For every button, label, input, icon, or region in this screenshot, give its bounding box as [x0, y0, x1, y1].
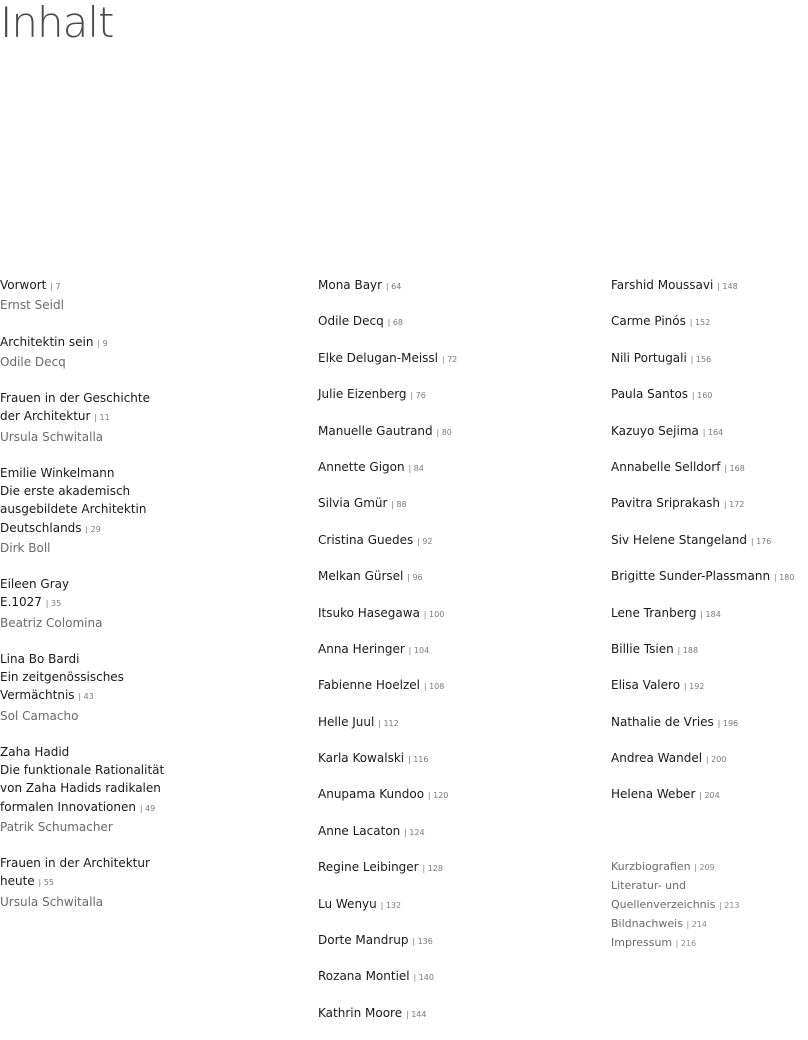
page-number-value: 55 — [43, 878, 54, 888]
page-number — [388, 318, 403, 327]
page-number — [690, 318, 711, 327]
architects-column-2 — [611, 276, 808, 953]
essay-title-line: Die funktionale Rationalität — [0, 763, 165, 778]
page-number — [442, 355, 457, 364]
page-number — [686, 920, 707, 929]
architect-entry — [318, 494, 598, 530]
page-number-value: 72 — [447, 354, 458, 364]
essay-title-line: Architektin sein — [0, 334, 94, 349]
page-number-value: 132 — [385, 900, 402, 910]
separator: | — [694, 863, 697, 873]
page-number-value: 124 — [409, 827, 425, 837]
page-number-value: 64 — [391, 282, 402, 291]
back-matter-entry — [611, 858, 808, 877]
essay-author: Sol Camacho — [0, 708, 79, 723]
page-number — [751, 537, 772, 546]
separator: | — [408, 645, 412, 655]
page-number — [692, 391, 713, 400]
back-matter-line: Impressum — [611, 936, 673, 950]
separator: | — [677, 645, 681, 655]
separator: | — [385, 282, 389, 291]
page-number-value: 188 — [682, 645, 699, 655]
page-number — [39, 878, 54, 887]
architect-name: Farshid Moussavi — [611, 278, 714, 292]
architect-entry — [318, 713, 598, 749]
essay-author: Dirk Boll — [0, 540, 51, 555]
separator: | — [423, 609, 427, 619]
architect-entry — [611, 640, 808, 676]
page-number — [676, 939, 697, 948]
separator: | — [705, 755, 709, 765]
page-number-value: 148 — [722, 282, 738, 291]
separator: | — [407, 755, 411, 765]
separator: | — [724, 463, 727, 473]
essay-entry — [0, 650, 300, 725]
architect-name: Regine Leibinger — [318, 860, 419, 875]
architect-entry — [318, 822, 598, 858]
architect-name: Anna Heringer — [318, 641, 405, 656]
page-number-value: 80 — [441, 427, 452, 437]
page-number-value: 7 — [55, 282, 61, 291]
separator: | — [773, 573, 777, 583]
separator: | — [689, 318, 693, 328]
separator: | — [407, 573, 410, 583]
separator: | — [45, 599, 49, 609]
essay-title-line: Deutschlands — [0, 520, 82, 535]
page-title: Inhalt — [0, 0, 114, 47]
page-number — [410, 391, 425, 400]
page-number-value: 140 — [418, 973, 434, 983]
architect-name: Brigitte Sunder-Plassmann — [611, 569, 771, 584]
page-number — [386, 282, 401, 291]
essay-title-line: der Architektur — [0, 409, 91, 424]
page-number-value: 43 — [83, 692, 94, 702]
essay-title-line: von Zaha Hadids radikalen — [0, 781, 161, 796]
page-number-value: 9 — [102, 338, 108, 348]
page-number — [703, 428, 724, 437]
architect-entry — [318, 967, 598, 1003]
page-number-value: 144 — [411, 1009, 427, 1019]
essay-title-line: Lina Bo Bardi — [0, 651, 80, 666]
separator: | — [699, 791, 702, 801]
architect-entry — [611, 713, 808, 749]
architect-entry — [611, 604, 808, 640]
separator: | — [691, 391, 695, 401]
separator: | — [717, 718, 721, 728]
separator: | — [412, 937, 416, 947]
page-number-value: 180 — [779, 573, 795, 583]
page-number-value: 213 — [724, 900, 740, 910]
page-number-value: 128 — [427, 864, 443, 874]
page-number — [46, 599, 61, 608]
separator: | — [427, 791, 431, 801]
page-number — [407, 573, 422, 582]
separator: | — [702, 427, 706, 437]
architect-entry — [611, 494, 808, 530]
architect-name: Lu Wenyu — [318, 896, 377, 911]
page-number — [97, 339, 107, 348]
architect-entry — [318, 640, 598, 676]
separator: | — [417, 536, 420, 546]
architect-entry — [318, 422, 598, 458]
architect-name: Karla Kowalski — [318, 751, 405, 766]
essay-author: Ursula Schwitalla — [0, 429, 104, 444]
essay-title-line: Vermächtnis — [0, 688, 75, 703]
page-number-value: 176 — [756, 536, 772, 546]
page-number-value: 92 — [422, 536, 433, 546]
essays-column — [0, 276, 300, 929]
separator: | — [436, 427, 440, 437]
architect-entry — [611, 785, 808, 821]
essay-title-line: Vorwort — [0, 278, 47, 292]
essay-title-line: heute — [0, 874, 35, 889]
architect-name: Lene Tranberg — [611, 605, 697, 620]
page-number — [140, 804, 155, 813]
page-number-value: 196 — [722, 718, 739, 728]
separator: | — [675, 939, 679, 949]
separator: | — [378, 718, 381, 728]
architect-entry — [611, 422, 808, 458]
architect-name: Annabelle Selldorf — [611, 459, 721, 474]
page-number-value: 168 — [729, 463, 745, 473]
architect-name: Melkan Gürsel — [318, 569, 404, 584]
architect-entry — [318, 1004, 598, 1040]
architect-name: Siv Helene Stangeland — [611, 532, 747, 547]
architect-name: Helle Juul — [318, 714, 375, 729]
architect-name: Carme Pinós — [611, 314, 686, 329]
architect-name: Julie Eizenberg — [318, 387, 407, 402]
architect-entry — [318, 604, 598, 640]
page-number — [706, 755, 727, 764]
page-number — [424, 682, 445, 691]
page-number — [408, 755, 429, 764]
page-number-value: 192 — [689, 682, 705, 692]
architect-name: Anne Lacaton — [318, 823, 401, 838]
architect-name: Billie Tsien — [611, 641, 674, 656]
essay-title-line: formalen Innovationen — [0, 799, 136, 814]
separator: | — [78, 692, 82, 702]
page-number — [724, 464, 745, 473]
essay-title-line: E.1027 — [0, 595, 42, 610]
architect-entry — [611, 749, 808, 785]
separator: | — [718, 900, 722, 910]
essay-entry — [0, 575, 300, 632]
architects-column-1 — [318, 276, 598, 1040]
page-number-value: 160 — [697, 391, 713, 401]
architect-entry — [318, 567, 598, 603]
page-number — [699, 791, 720, 800]
essay-entry — [0, 333, 300, 371]
page-number — [412, 937, 433, 946]
separator: | — [139, 803, 143, 813]
page-number-value: 84 — [413, 463, 424, 473]
page-number-value: 216 — [680, 939, 697, 949]
back-matter-entry — [611, 877, 808, 914]
separator: | — [50, 282, 53, 291]
essay-title-line: Frauen in der Architektur — [0, 856, 150, 871]
architect-name: Fabienne Hoelzel — [318, 678, 420, 693]
separator: | — [391, 500, 394, 510]
page-number-value: 35 — [51, 599, 62, 609]
separator: | — [380, 900, 384, 910]
page-number-value: 172 — [729, 500, 745, 510]
essay-title-line: Zaha Hadid — [0, 744, 70, 759]
architect-entry — [611, 676, 808, 712]
separator: | — [97, 338, 101, 348]
page-number — [422, 864, 443, 873]
page-number-value: 96 — [412, 573, 423, 583]
architect-name: Helena Weber — [611, 787, 696, 802]
essay-title-line: ausgebildete Architektin — [0, 502, 147, 517]
back-matter — [611, 858, 808, 953]
essay-author: Ernst Seidl — [0, 298, 64, 313]
separator: | — [683, 682, 687, 692]
page-number-value: 209 — [699, 863, 715, 873]
page-number-value: 120 — [433, 791, 449, 801]
separator: | — [750, 536, 754, 546]
architect-entry — [318, 458, 598, 494]
separator: | — [404, 827, 407, 837]
page-number — [391, 500, 406, 509]
page-number — [78, 692, 93, 701]
separator: | — [405, 1009, 409, 1019]
page-number-value: 108 — [429, 682, 445, 692]
architect-name: Paula Santos — [611, 387, 689, 402]
architect-name: Pavitra Sriprakash — [611, 496, 721, 511]
architect-entry — [318, 349, 598, 385]
page-number-value: 100 — [429, 609, 445, 619]
essay-author: Patrik Schumacher — [0, 819, 113, 834]
page-number-value: 116 — [413, 755, 429, 765]
back-matter-line: Quellenverzeichnis — [611, 897, 716, 911]
page-number — [719, 901, 740, 910]
architect-name: Nili Portugali — [611, 350, 687, 365]
essay-entry — [0, 389, 300, 446]
page-number — [436, 428, 451, 437]
page-number-value: 152 — [694, 318, 711, 328]
essay-title-line: Ein zeitgenössisches — [0, 670, 124, 685]
architect-entry — [318, 385, 598, 421]
architect-name: Elisa Valero — [611, 678, 681, 693]
architect-name: Cristina Guedes — [318, 532, 414, 547]
page-number-value: 164 — [707, 427, 724, 437]
essay-title-line: Frauen in der Geschichte — [0, 391, 150, 406]
page-number-value: 112 — [383, 718, 399, 728]
separator: | — [686, 919, 690, 929]
architect-name: Itsuko Hasegawa — [318, 605, 420, 620]
architect-name: Andrea Wandel — [611, 751, 703, 766]
essay-author: Odile Decq — [0, 354, 66, 369]
page-number — [413, 973, 434, 982]
separator: | — [413, 973, 417, 983]
separator: | — [700, 609, 703, 619]
architect-name: Elke Delugan-Meissl — [318, 350, 439, 365]
page-number — [94, 413, 109, 422]
separator: | — [717, 282, 720, 291]
essay-title-line: Eileen Gray — [0, 577, 70, 592]
page-number-value: 136 — [417, 937, 433, 947]
separator: | — [85, 524, 89, 534]
page-number-value: 49 — [145, 803, 156, 813]
page-number-value: 88 — [396, 500, 407, 510]
separator: | — [38, 878, 42, 888]
essay-entry — [0, 464, 300, 557]
separator: | — [422, 864, 426, 874]
page-number — [691, 355, 712, 364]
page-number — [417, 537, 432, 546]
back-matter-line: Bildnachweis — [611, 916, 683, 930]
essay-entry — [0, 743, 300, 836]
separator: | — [423, 682, 427, 692]
essay-title-line: Emilie Winkelmann — [0, 465, 115, 480]
page-number — [381, 901, 402, 910]
page-number-value: 11 — [99, 413, 110, 423]
architect-entry — [318, 785, 598, 821]
page-number — [694, 863, 715, 872]
page-number — [85, 525, 100, 534]
page-number-value: 156 — [695, 354, 712, 364]
architect-name: Anupama Kundoo — [318, 787, 425, 802]
page-number — [406, 1010, 427, 1019]
separator: | — [441, 354, 445, 364]
page-number-value: 204 — [704, 791, 720, 801]
architect-entry — [318, 931, 598, 967]
page-number-value: 29 — [90, 524, 101, 534]
page-number — [409, 646, 430, 655]
architect-entry — [611, 458, 808, 494]
page-number — [724, 500, 745, 509]
back-matter-line: Literatur- und — [611, 879, 687, 893]
essay-title-line: Die erste akademisch — [0, 484, 131, 499]
architect-entry — [611, 276, 808, 312]
architect-entry — [611, 531, 808, 567]
page-number-value: 184 — [705, 609, 721, 619]
architect-name: Mona Bayr — [318, 278, 383, 292]
page-number — [678, 646, 699, 655]
architect-name: Odile Decq — [318, 314, 384, 329]
architect-entry — [611, 385, 808, 421]
architect-entry — [318, 312, 598, 348]
essay-entry — [0, 276, 300, 314]
architect-entry — [611, 567, 808, 603]
architect-name: Annette Gigon — [318, 459, 405, 474]
page-number — [684, 682, 705, 691]
architect-entry — [318, 858, 598, 894]
separator: | — [94, 413, 97, 423]
architect-name: Kazuyo Sejima — [611, 423, 699, 438]
separator: | — [410, 391, 414, 401]
architect-entry — [318, 531, 598, 567]
page-number — [700, 610, 721, 619]
page-number — [50, 282, 60, 291]
architect-name: Nathalie de Vries — [611, 714, 714, 729]
architect-name: Dorte Mandrup — [318, 933, 409, 948]
architect-name: Rozana Montiel — [318, 969, 410, 984]
page-number-value: 104 — [413, 645, 430, 655]
page-number-value: 214 — [691, 919, 707, 929]
architect-name: Silvia Gmür — [318, 496, 388, 511]
architect-name: Kathrin Moore — [318, 1005, 403, 1020]
essay-entry — [0, 854, 300, 911]
separator: | — [387, 318, 391, 328]
page-number-value: 200 — [711, 755, 727, 765]
architect-entry — [318, 276, 598, 312]
back-matter-line: Kurzbiografien — [611, 860, 691, 874]
architect-entry — [318, 749, 598, 785]
page-number-value: 68 — [392, 318, 404, 328]
essay-author: Ursula Schwitalla — [0, 894, 104, 909]
page-number — [378, 719, 399, 728]
architect-name: Manuelle Gautrand — [318, 423, 433, 438]
architect-entry — [611, 349, 808, 385]
separator: | — [723, 500, 727, 510]
architect-entry — [611, 312, 808, 348]
page-number — [774, 573, 795, 582]
separator: | — [690, 354, 694, 364]
page-number — [717, 282, 738, 291]
back-matter-entry — [611, 934, 808, 953]
page-number-value: 76 — [415, 391, 426, 401]
page-number — [408, 464, 423, 473]
separator: | — [408, 463, 412, 473]
essay-author: Beatriz Colomina — [0, 615, 103, 630]
page-number — [424, 610, 445, 619]
back-matter-entry — [611, 915, 808, 934]
page-number — [718, 719, 739, 728]
page-number — [404, 828, 425, 837]
architect-entry — [318, 895, 598, 931]
page-number — [428, 791, 449, 800]
architect-entry — [318, 676, 598, 712]
